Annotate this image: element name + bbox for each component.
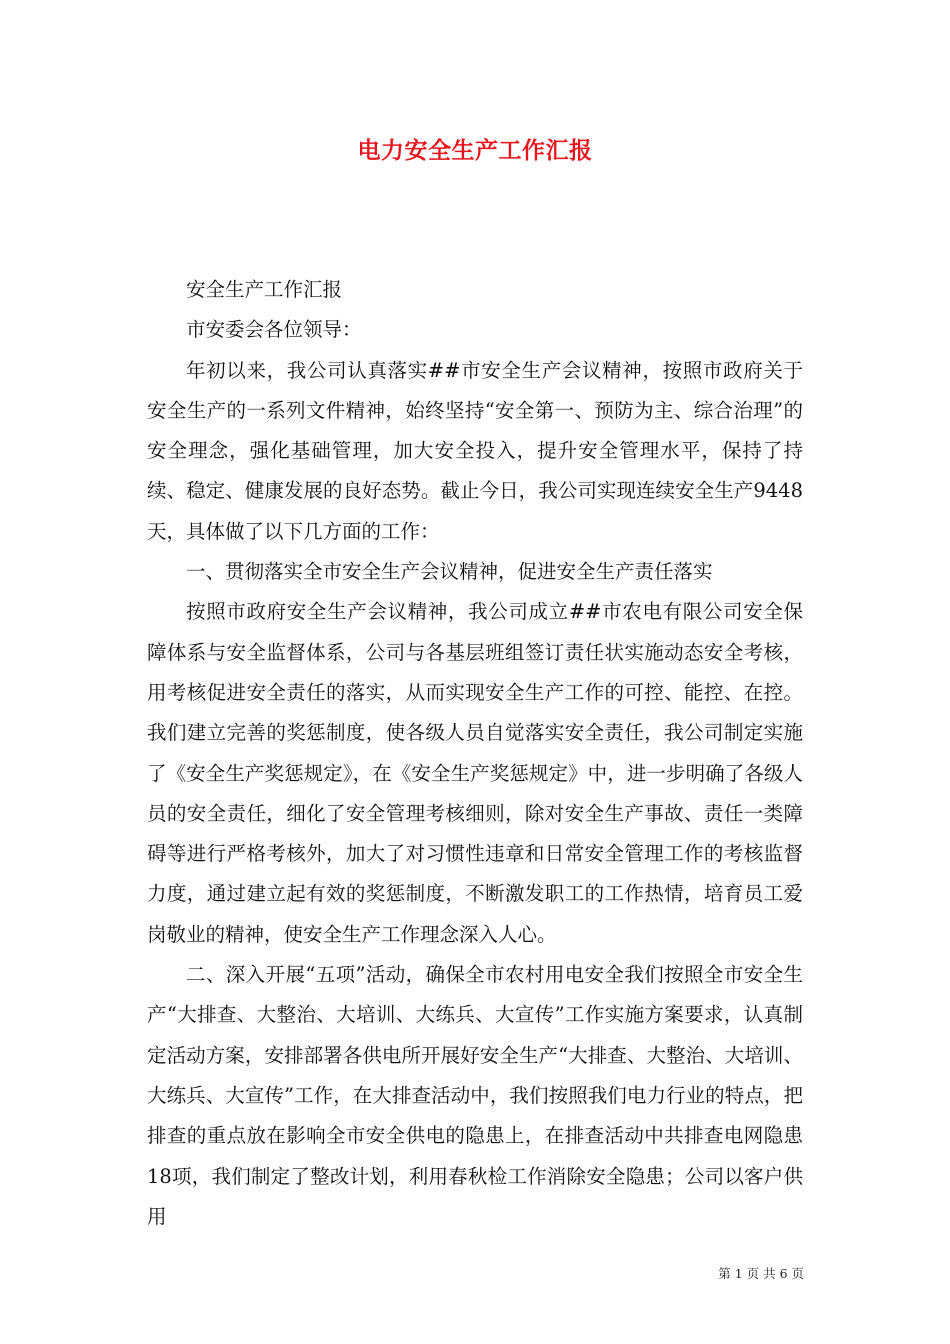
salutation: 市安委会各位领导：: [186, 318, 362, 342]
paragraph-intro: 年初以来，我公司认真落实##市安全生产会议精神，按照市政府关于安全生产的一系列文件精神，始终坚持“安全第一、预防为主、综合治理”的安全理念，强化基础管理，加大安全投入，提升安全管理水平，保持了持续、稳定、健康发展的良好态势。截止今日，我公司实现连续安全生产9448天，具体做了以下几方面的工作：: [147, 358, 803, 543]
section-heading-1: 一、贯彻落实全市安全生产会议精神，促进安全生产责任落实: [186, 560, 713, 584]
paragraph-section-2: 二、深入开展“五项”活动，确保全市农村用电安全我们按照全市安全生产“大排查、大整治、大培训、大练兵、大宣传”工作实施方案要求，认真制定活动方案，安排部署各供电所开展好安全生产“大排查、大整治、大培训、大练兵、大宣传”工作，在大排查活动中，我们按照我们电力行业的特点，把排查的重点放在影响全市安全供电的隐患上，在排查活动中共排查电网隐患18项，我们制定了整改计划，利用春秋检工作消除安全隐患；公司以客户供用: [147, 963, 803, 1228]
page-number: 第 1 页 共 6 页: [718, 1266, 804, 1281]
paragraph-section-1: 按照市政府安全生产会议精神，我公司成立##市农电有限公司安全保障体系与安全监督体系，公司与各基层班组签订责任状实施动态安全考核，用考核促进安全责任的落实，从而实现安全生产工作的可控、能控、在控。我们建立完善的奖惩制度，使各级人员自觉落实安全责任，我公司制定实施了《安全生产奖惩规定》，在《安全生产奖惩规定》中，进一步明确了各级人员的安全责任，细化了安全管理考核细则，除对安全生产事故、责任一类障碍等进行严格考核外，加大了对习惯性违章和日常安全管理工作的考核监督力度，通过建立起有效的奖惩制度，不断激发职工的工作热情，培育员工爱岗敬业的精神，使安全生产工作理念深入人心。: [147, 600, 803, 946]
document-title: 电力安全生产工作汇报: [357, 137, 593, 164]
document-body: [147, 270, 803, 1237]
body-heading: 安全生产工作汇报: [186, 278, 343, 301]
